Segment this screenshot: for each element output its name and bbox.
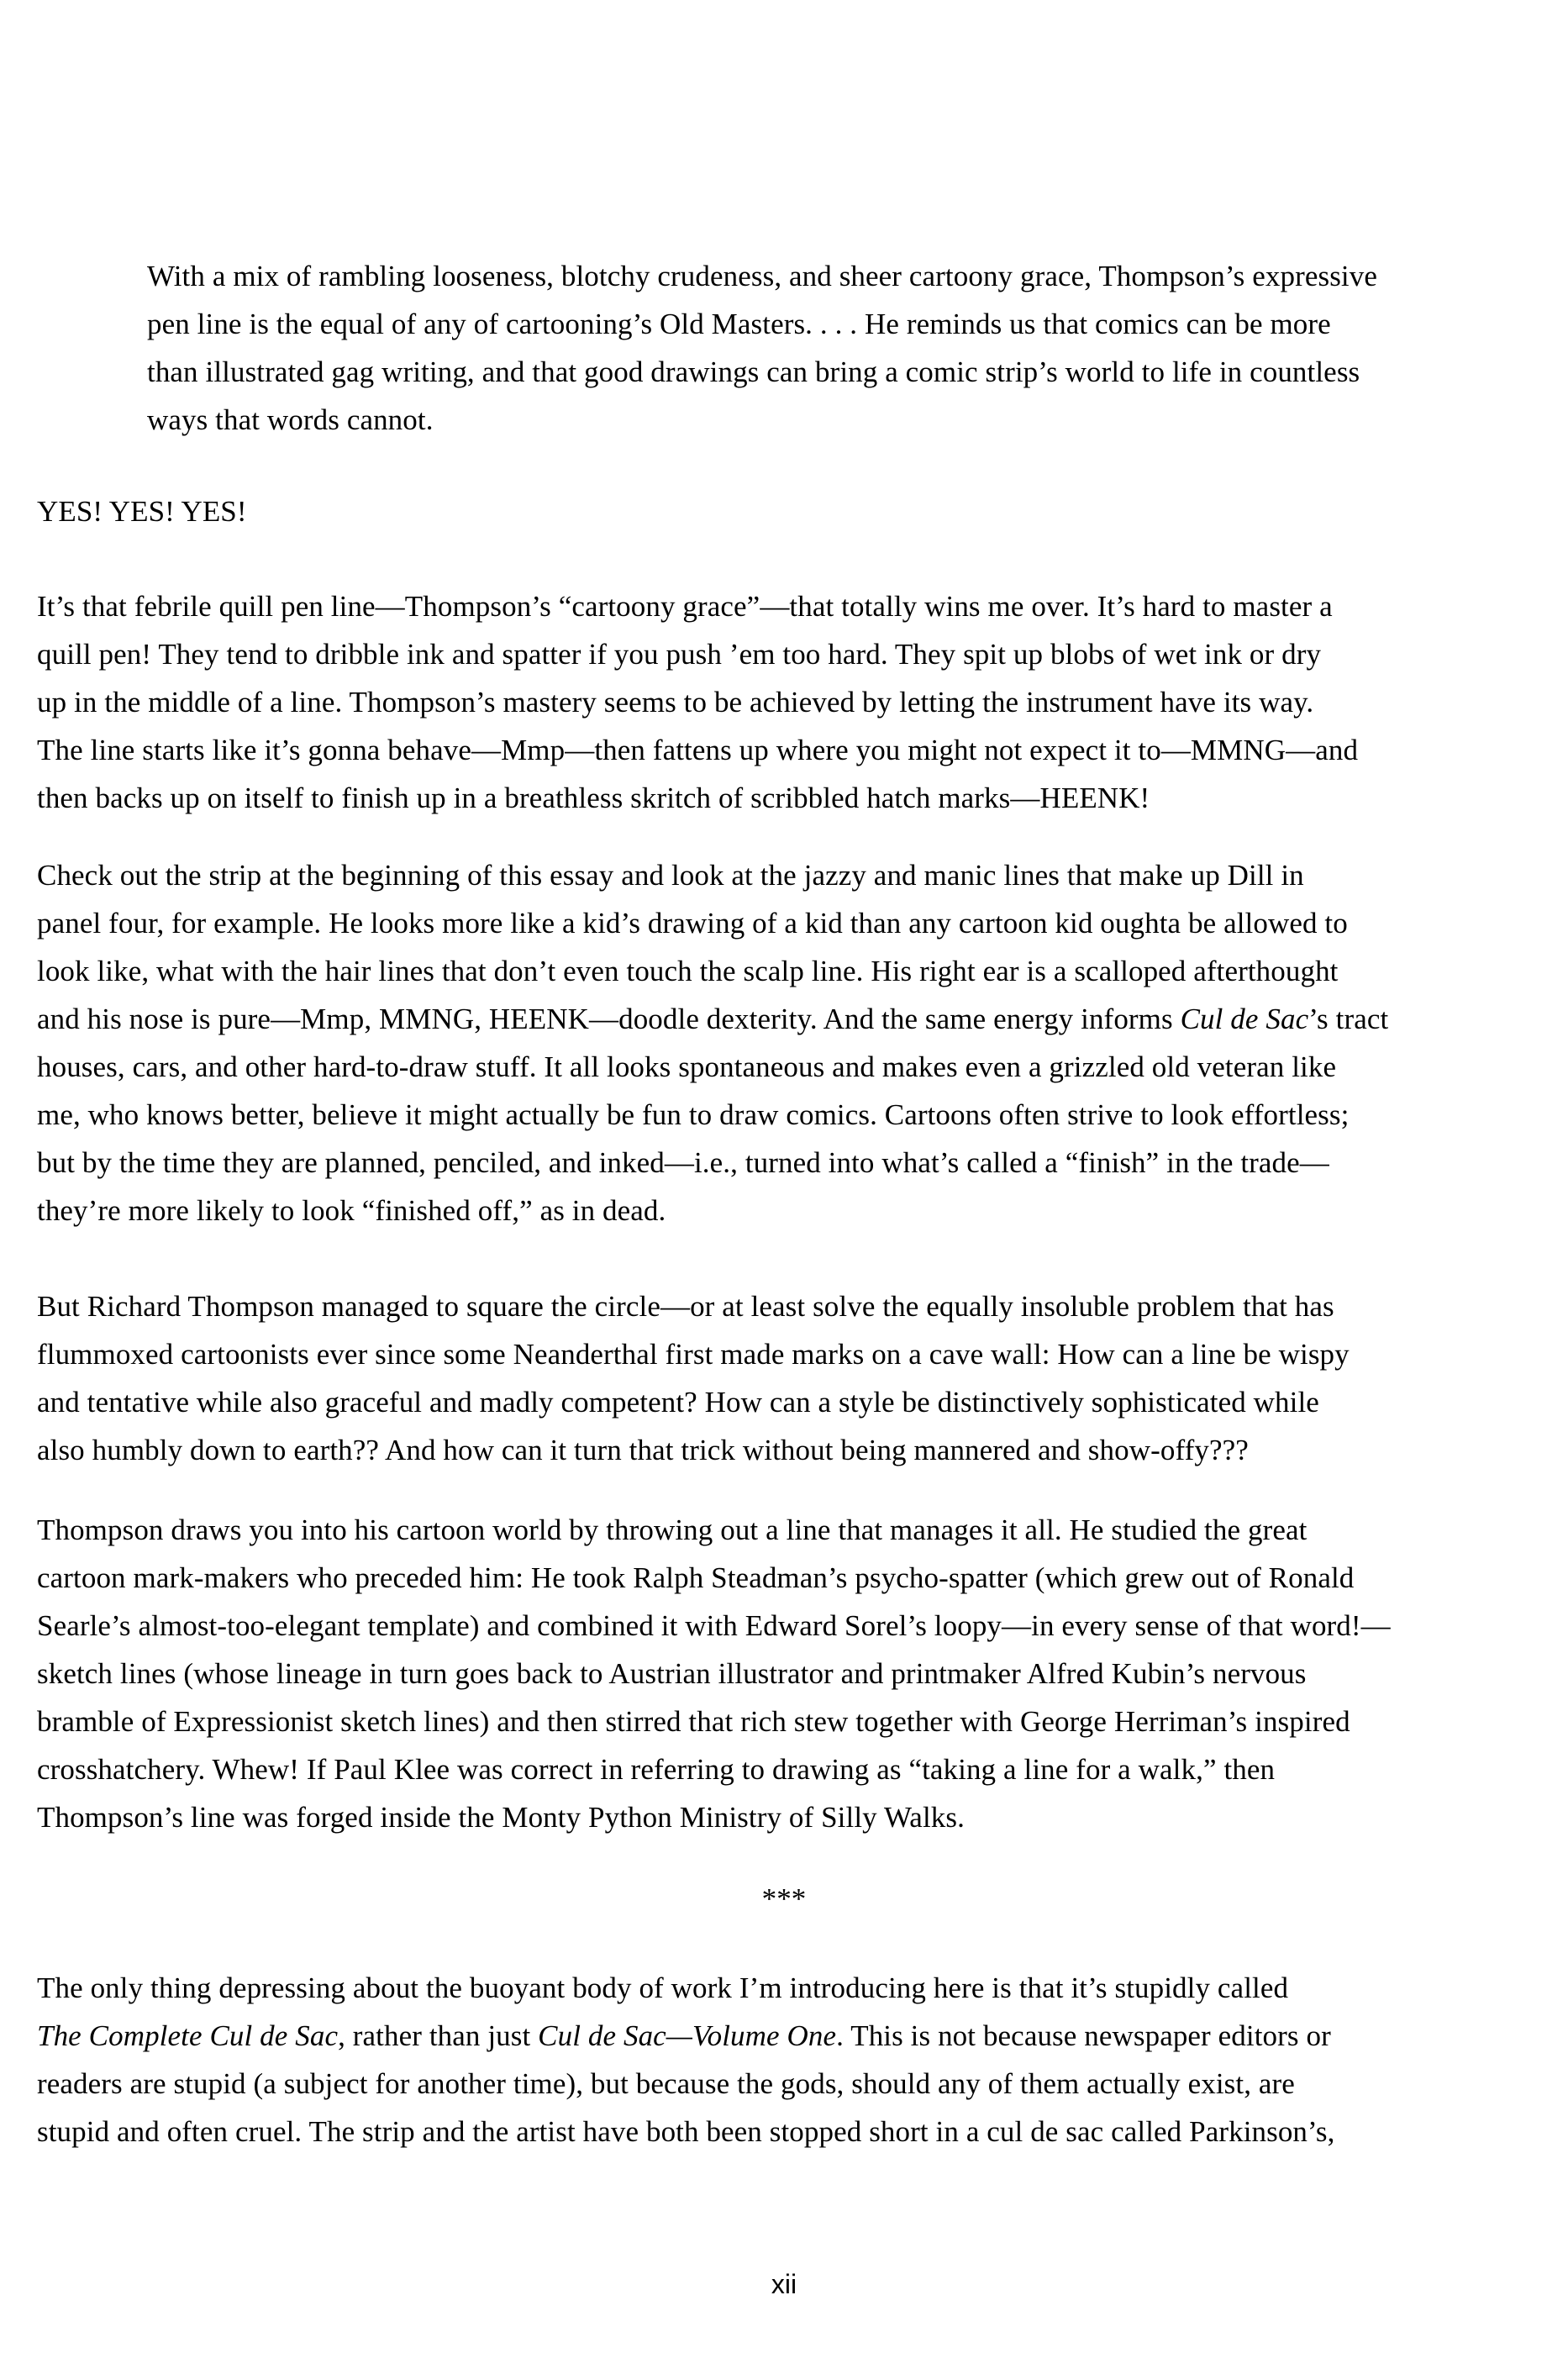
text-segment: Thompson’s line was forged inside the Monty Python Ministry of Silly Walks. bbox=[37, 1801, 965, 1834]
paragraph-check-out-strip bbox=[37, 851, 1531, 1234]
paragraph-square-the-circle bbox=[37, 1282, 1531, 1474]
text-line bbox=[37, 2012, 1531, 2060]
text-line bbox=[37, 1043, 1531, 1091]
text-line bbox=[37, 1187, 1531, 1234]
text-segment: bramble of Expressionist sketch lines) and then stirred that rich stew together with George Herriman’s inspired bbox=[37, 1705, 1350, 1738]
exclamation-paragraph bbox=[37, 487, 1531, 535]
text-segment: then backs up on itself to finish up in a breathless skritch of scribbled hatch marks—HEENK! bbox=[37, 782, 1150, 814]
text-line bbox=[37, 1554, 1531, 1602]
text-segment: panel four, for example. He looks more like a kid’s drawing of a kid than any cartoon kid oughta be allowed to bbox=[37, 907, 1348, 940]
text-line bbox=[37, 1426, 1531, 1474]
text-segment: they’re more likely to look “finished off,” as in dead. bbox=[37, 1194, 666, 1227]
text-segment: quill pen! They tend to dribble ink and spatter if you push ’em too hard. They spit up blobs of wet ink or dry bbox=[37, 638, 1322, 671]
text-segment: The only thing depressing about the buoyant body of work I’m introducing here is that it’s stupidly called bbox=[37, 1971, 1289, 2004]
text-line bbox=[37, 1793, 1531, 1841]
page-number: xii bbox=[771, 2269, 797, 2299]
text-line bbox=[147, 300, 1531, 348]
text-line bbox=[147, 252, 1531, 300]
paragraph-stupidly-called bbox=[37, 1964, 1531, 2156]
text-line bbox=[37, 1964, 1531, 2012]
text-segment: readers are stupid (a subject for another time), but because the gods, should any of them actually exist, are bbox=[37, 2067, 1295, 2100]
text-line bbox=[37, 774, 1531, 822]
text-segment: But Richard Thompson managed to square the circle—or at least solve the equally insoluble problem that has bbox=[37, 1290, 1334, 1323]
italic-text-segment: Cul de Sac—Volume One bbox=[538, 2019, 837, 2052]
text-line bbox=[37, 1091, 1531, 1139]
text-segment: look like, what with the hair lines that don’t even touch the scalp line. His right ear is a scalloped afterthought bbox=[37, 955, 1339, 987]
text-segment: cartoon mark-makers who preceded him: He took Ralph Steadman’s psycho-spatter (which grew out of Ronald bbox=[37, 1561, 1355, 1594]
text-line bbox=[37, 2108, 1531, 2156]
text-line bbox=[37, 1745, 1531, 1793]
text-line bbox=[37, 726, 1531, 774]
text-line bbox=[37, 487, 1531, 535]
text-segment: up in the middle of a line. Thompson’s mastery seems to be achieved by letting the instrument have its way. bbox=[37, 686, 1314, 719]
text-segment: Check out the strip at the beginning of this essay and look at the jazzy and manic lines that make up Dill in bbox=[37, 859, 1304, 892]
section-separator bbox=[37, 1875, 1531, 1923]
text-line bbox=[37, 851, 1531, 899]
text-segment: than illustrated gag writing, and that good drawings can bring a comic strip’s world to life in countless bbox=[147, 355, 1360, 388]
text-line bbox=[147, 396, 1531, 444]
text-line bbox=[37, 995, 1531, 1043]
text-segment: pen line is the equal of any of cartooning’s Old Masters. . . . He reminds us that comics can be more bbox=[147, 308, 1331, 340]
paragraph-mark-makers bbox=[37, 1506, 1531, 1841]
pull-quote bbox=[37, 252, 1531, 444]
text-segment: Thompson draws you into his cartoon world by throwing out a line that manages it all. He studied the great bbox=[37, 1513, 1308, 1546]
text-line bbox=[37, 1330, 1531, 1378]
text-line bbox=[37, 1282, 1531, 1330]
text-segment: The line starts like it’s gonna behave—Mmp—then fattens up where you might not expect it to—MMNG—and bbox=[37, 734, 1359, 766]
section-separator-text: *** bbox=[761, 1882, 807, 1915]
text-segment: and tentative while also graceful and madly competent? How can a style be distinctively sophisticated while bbox=[37, 1386, 1319, 1419]
paragraph-quill-pen bbox=[37, 582, 1531, 822]
text-line bbox=[37, 1650, 1531, 1698]
text-line bbox=[37, 582, 1531, 630]
text-segment: It’s that febrile quill pen line—Thompson’s “cartoony grace”—that totally wins me over. It’s hard to master a bbox=[37, 590, 1333, 623]
text-segment: sketch lines (whose lineage in turn goes back to Austrian illustrator and printmaker Alfred Kubin’s nervous bbox=[37, 1657, 1307, 1690]
text-segment: stupid and often cruel. The strip and the artist have both been stopped short in a cul de sac called Parkinson’s, bbox=[37, 2115, 1335, 2148]
text-line bbox=[37, 1506, 1531, 1554]
text-line bbox=[147, 348, 1531, 396]
text-segment: ways that words cannot. bbox=[147, 403, 434, 436]
text-segment: houses, cars, and other hard-to-draw stuff. It all looks spontaneous and makes even a grizzled old veteran like bbox=[37, 1050, 1337, 1083]
text-line bbox=[37, 1698, 1531, 1745]
italic-text-segment: Cul de Sac bbox=[1180, 1003, 1309, 1035]
text-segment: but by the time they are planned, penciled, and inked—i.e., turned into what’s called a “finish” in the trade— bbox=[37, 1146, 1329, 1179]
text-segment: . This is not because newspaper editors or bbox=[836, 2019, 1331, 2052]
text-segment: and his nose is pure—Mmp, MMNG, HEENK—doodle dexterity. And the same energy informs bbox=[37, 1003, 1181, 1035]
text-segment: crosshatchery. Whew! If Paul Klee was correct in referring to drawing as “taking a line for a walk,” then bbox=[37, 1753, 1276, 1786]
italic-text-segment: The Complete Cul de Sac bbox=[37, 2019, 339, 2052]
text-line bbox=[37, 947, 1531, 995]
text-segment: YES! YES! YES! bbox=[37, 495, 247, 528]
text-segment: With a mix of rambling looseness, blotchy crudeness, and sheer cartoony grace, Thompson’s expressive bbox=[147, 260, 1377, 292]
text-line bbox=[37, 899, 1531, 947]
text-line bbox=[37, 2060, 1531, 2108]
text-line bbox=[37, 1378, 1531, 1426]
text-line bbox=[37, 1139, 1531, 1187]
text-line bbox=[37, 678, 1531, 726]
text-line bbox=[37, 630, 1531, 678]
text-segment: me, who knows better, believe it might actually be fun to draw comics. Cartoons often strive to look effortless; bbox=[37, 1098, 1350, 1131]
text-segment: flummoxed cartoonists ever since some Neanderthal first made marks on a cave wall: How can a line be wispy bbox=[37, 1338, 1350, 1371]
text-segment: Searle’s almost-too-elegant template) and combined it with Edward Sorel’s loopy—in every sense of that word!— bbox=[37, 1609, 1391, 1642]
text-segment: also humbly down to earth?? And how can it turn that trick without being mannered and show-offy??? bbox=[37, 1434, 1249, 1466]
text-segment: ’s tract bbox=[1308, 1003, 1389, 1035]
text-segment: , rather than just bbox=[338, 2019, 539, 2052]
document-body bbox=[37, 252, 1531, 2156]
text-line bbox=[37, 1602, 1531, 1650]
